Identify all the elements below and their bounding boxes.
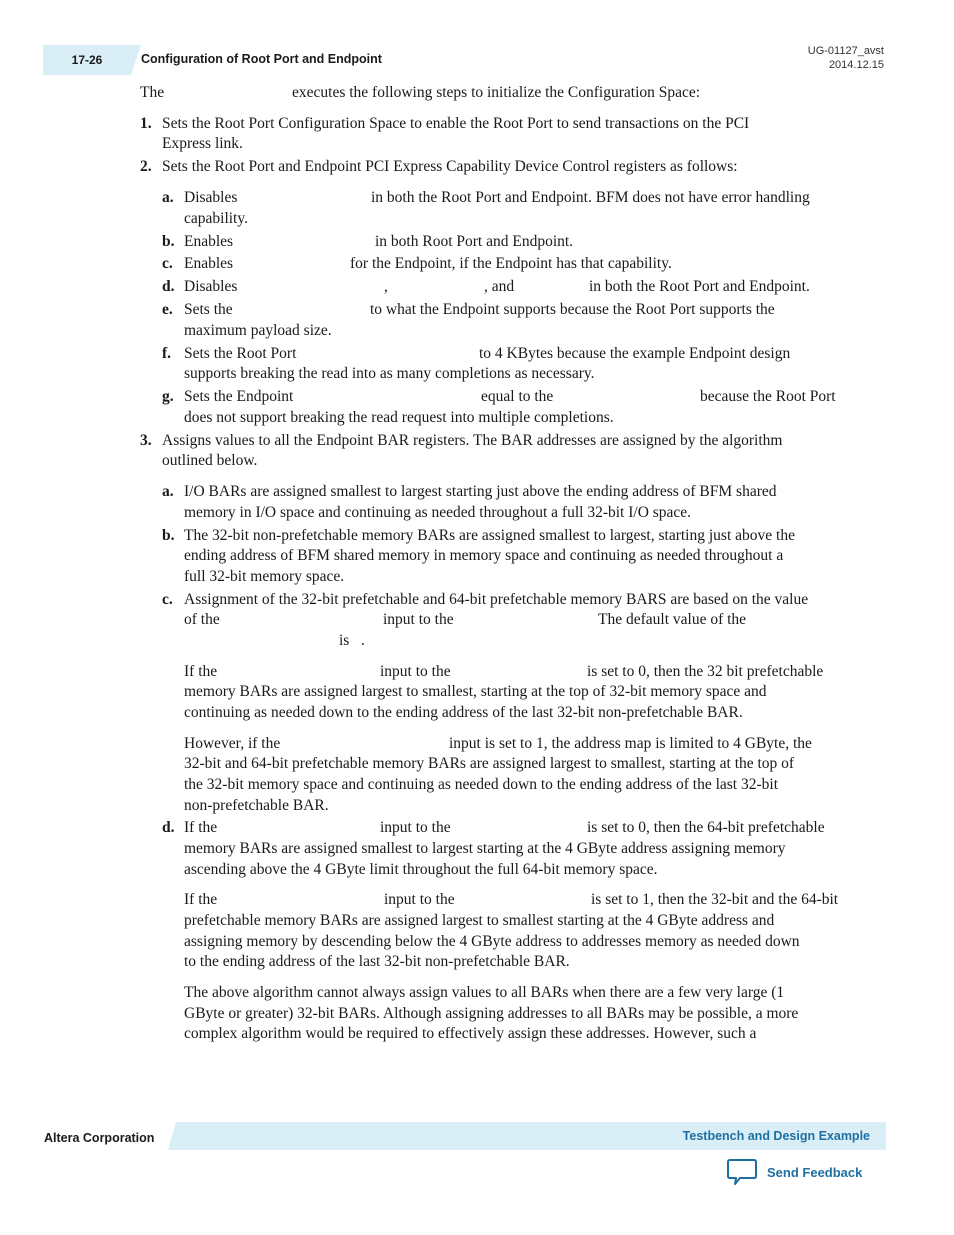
text-line: in both the Root Port and Endpoint.: [589, 278, 810, 295]
text-line: 32-bit and 64-bit prefetchable memory BARs are assigned largest to smallest, starting at the top of: [184, 755, 795, 772]
text-line: ascending above the 4 GByte limit throughout the full 64-bit memory space.: [184, 861, 658, 878]
speech-bubble-icon: [727, 1158, 757, 1186]
text-line: Express link.: [162, 135, 243, 152]
text-line: memory in I/O space and continuing as needed throughout a full 32-bit I/O space.: [184, 504, 692, 521]
text-line: the 32-bit memory space and continuing as needed down to the ending address of the last 32-bit: [184, 776, 779, 793]
text-line: If the: [184, 891, 218, 908]
text-line: GByte or greater) 32-bit BARs. Although assigning addresses to all BARs may be possible, a more: [184, 1005, 799, 1022]
text-line: input is set to 1, the address map is limited to 4 GByte, the: [449, 735, 812, 752]
text-line: in both Root Port and Endpoint.: [375, 233, 574, 250]
text-line: I/O BARs are assigned smallest to largest starting just above the ending address of BFM shared: [184, 483, 777, 500]
list-marker: c.: [162, 591, 173, 608]
text-line: Sets the Endpoint: [184, 388, 294, 405]
text-line: The default value of the: [598, 611, 747, 628]
list-marker: d.: [162, 278, 175, 295]
list-marker: f.: [162, 345, 172, 362]
text-line: supports breaking the read into as many completions as necessary.: [184, 365, 595, 382]
text-line: memory BARs are assigned largest to smallest, starting at the top of 32-bit memory space and: [184, 683, 767, 700]
text-line: for the Endpoint, if the Endpoint has that capability.: [350, 255, 672, 272]
send-feedback-link[interactable]: [727, 1158, 862, 1186]
text-line: prefetchable memory BARs are assigned largest to smallest starting at the 4 GByte address and: [184, 912, 775, 929]
text-line: The: [140, 84, 165, 101]
section-title: Configuration of Root Port and Endpoint: [141, 52, 382, 66]
list-marker: e.: [162, 301, 173, 318]
text-line: However, if the: [184, 735, 281, 752]
text-line: Enables: [184, 255, 234, 272]
list-marker: 1.: [140, 115, 152, 132]
text-line: input to the: [384, 891, 455, 908]
text-line: , and: [484, 278, 515, 295]
text-line: outlined below.: [162, 452, 258, 469]
text-line: in both the Root Port and Endpoint. BFM does not have error handling: [371, 189, 810, 206]
text-line: is set to 1, then the 32-bit and the 64-bit: [591, 891, 839, 908]
footer-company: Altera Corporation: [44, 1131, 155, 1145]
text-line: full 32-bit memory space.: [184, 568, 345, 585]
text-line: If the: [184, 819, 218, 836]
text-line: The above algorithm cannot always assign values to all BARs when there are a few very large (1: [184, 984, 785, 1001]
text-line: Assignment of the 32-bit prefetchable and 64-bit prefetchable memory BARS are based on the value: [184, 591, 809, 608]
text-line: does not support breaking the read request into multiple completions.: [184, 409, 614, 426]
text-line: equal to the: [481, 388, 554, 405]
text-line: to what the Endpoint supports because the Root Port supports the: [370, 301, 775, 318]
text-line: Sets the: [184, 301, 233, 318]
text-line: is set to 0, then the 32 bit prefetchable: [587, 663, 824, 680]
list-marker: b.: [162, 233, 175, 250]
text-line: Sets the Root Port: [184, 345, 297, 362]
text-line: input to the: [380, 819, 451, 836]
text-line: is: [339, 632, 350, 649]
list-marker: b.: [162, 527, 175, 544]
text-line: Enables: [184, 233, 234, 250]
document-id-block: [808, 44, 884, 72]
footer-section-link[interactable]: Testbench and Design Example: [682, 1129, 870, 1143]
text-line: Disables: [184, 189, 238, 206]
text-line: ending address of BFM shared memory in memory space and continuing as needed throughout a: [184, 547, 784, 564]
text-line: input to the: [380, 663, 451, 680]
text-line: continuing as needed down to the ending address of the last 32-bit non-prefetchable BAR.: [184, 704, 743, 721]
list-marker: d.: [162, 819, 175, 836]
text-line: memory BARs are assigned smallest to largest starting at the 4 GByte address assigning memory: [184, 840, 786, 857]
list-marker: a.: [162, 189, 174, 206]
text-line: is set to 0, then the 64-bit prefetchable: [587, 819, 825, 836]
text-line: Disables: [184, 278, 238, 295]
document-date: 2014.12.15: [828, 59, 884, 71]
list-marker: 3.: [140, 432, 152, 449]
document-id: UG-01127_avst: [807, 45, 884, 57]
text-line: maximum payload size.: [184, 322, 332, 339]
page-number-tab: [43, 45, 131, 75]
text-line: complex algorithm would be required to effectively assign these addresses. However, such a: [184, 1025, 757, 1042]
text-line: input to the: [383, 611, 454, 628]
text-line: non-prefetchable BAR.: [184, 797, 329, 814]
text-line: because the Root Port: [700, 388, 836, 405]
text-line: If the: [184, 663, 218, 680]
text-line: assigning memory by descending below the 4 GByte address to addresses memory as needed down: [184, 933, 800, 950]
send-feedback-label: Send Feedback: [767, 1164, 863, 1180]
text-line: ,: [384, 278, 388, 295]
text-line: The 32-bit non-prefetchable memory BARs are assigned smallest to largest, starting just above the: [184, 527, 795, 544]
list-marker: c.: [162, 255, 173, 272]
text-line: Sets the Root Port Configuration Space to enable the Root Port to send transactions on the PCI: [162, 115, 750, 132]
text-line: Sets the Root Port and Endpoint PCI Express Capability Device Control registers as follows:: [162, 158, 738, 175]
text-line: to the ending address of the last 32-bit non-prefetchable BAR.: [184, 953, 570, 970]
text-line: capability.: [184, 210, 248, 227]
page-number: 17-26: [71, 53, 103, 67]
text-line: executes the following steps to initialize the Configuration Space:: [292, 84, 701, 101]
list-marker: g.: [162, 388, 174, 405]
text-line: .: [361, 632, 365, 649]
text-line: to 4 KBytes because the example Endpoint design: [479, 345, 791, 362]
text-line: of the: [184, 611, 220, 628]
list-marker: a.: [162, 483, 174, 500]
text-line: Assigns values to all the Endpoint BAR registers. The BAR addresses are assigned by the algorithm: [162, 432, 783, 449]
list-marker: 2.: [140, 158, 152, 175]
